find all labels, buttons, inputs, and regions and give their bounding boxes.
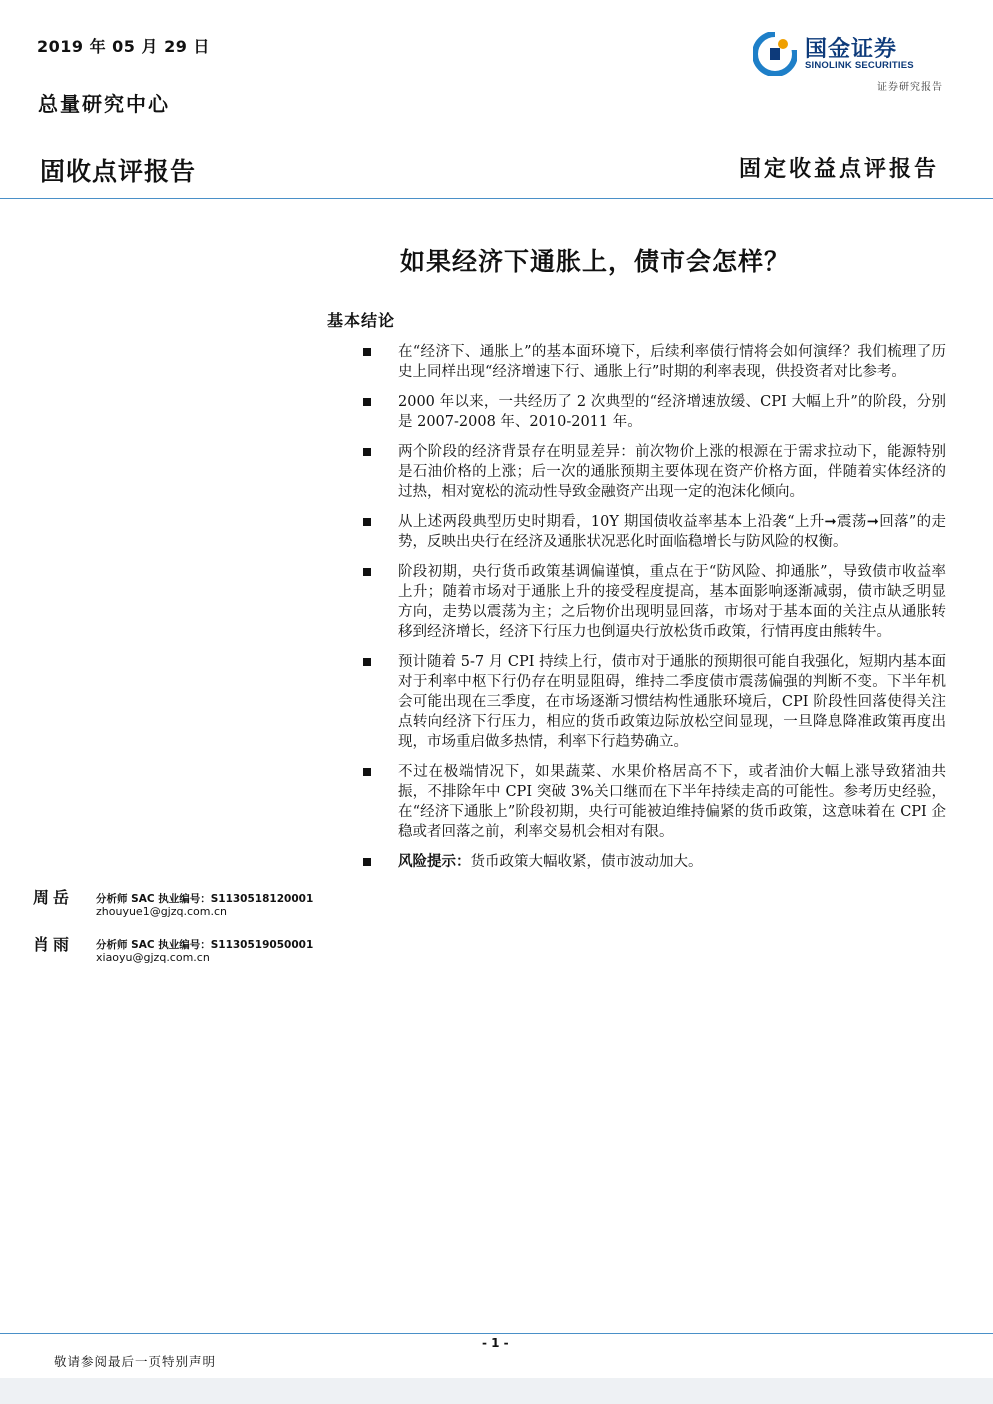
company-logo [753, 30, 943, 78]
list-item-text: 两个阶段的经济背景存在明显差异：前次物价上涨的根源在于需求拉动下，能源特别是石油价格的上涨；后一次的通胀预期主要体现在资产价格方面，伴随着实体经济的过热，相对宽松的流动性导致金融资产出现一定的泡沫化倾向。 [398, 444, 946, 500]
department-name: 总量研究中心 [38, 92, 170, 116]
list-item-text: 2000 年以来，一共经历了 2 次典型的“经济增速放缓、CPI 大幅上升”的阶段，分别是 2007-2008 年、2010-2011 年。 [398, 394, 946, 430]
bullet-square-icon [363, 858, 371, 866]
report-type-short: 固收点评报告 [40, 157, 197, 186]
risk-warning-item [358, 852, 946, 872]
analyst-name: 肖雨 [33, 935, 74, 954]
list-item-text: 在“经济下、通胀上”的基本面环境下，后续利率债行情将会如何演绎？我们梳理了历史上同样出现“经济增速下行、通胀上行”时期的利率表现，供投资者对比参考。 [398, 344, 946, 380]
disclaimer-note: 敬请参阅最后一页特别声明 [54, 1354, 217, 1369]
list-item [358, 652, 946, 752]
list-item-text: 不过在极端情况下，如果蔬菜、水果价格居高不下，或者油价大幅上涨导致猪油共振，不排除年中 CPI 突破 3%关口继而在下半年持续走高的可能性。参考历史经验，在“经济下通胀上”阶段初期，央行可能被迫维持偏紧的货币政策，这意味着在 CPI 企稳或者回落之前，利率交易机会相对有限。 [398, 764, 946, 840]
analyst-email[interactable]: zhouyue1@gjzq.com.cn [96, 905, 227, 918]
analyst-email[interactable]: xiaoyu@gjzq.com.cn [96, 951, 210, 964]
bullet-square-icon [363, 568, 371, 576]
list-item [358, 342, 946, 382]
analyst-cert: 分析师 SAC 执业编号：S1130518120001 [96, 893, 314, 905]
risk-warning-label: 风险提示： [398, 853, 471, 870]
conclusion-list [358, 342, 946, 882]
list-item [358, 392, 946, 432]
section-heading: 基本结论 [327, 311, 396, 330]
report-title: 如果经济下通胀上，债市会怎样？ [400, 247, 791, 276]
risk-warning-text: 货币政策大幅收紧，债市波动加大。 [470, 854, 703, 870]
footer-divider [0, 1333, 993, 1334]
bullet-square-icon [363, 658, 371, 666]
analyst-cert: 分析师 SAC 执业编号：S1130519050001 [96, 939, 314, 951]
list-item [358, 442, 946, 502]
logo-english-name: SINOLINK SECURITIES [805, 60, 914, 71]
list-item [358, 562, 946, 642]
list-item-text: 从上述两段典型历史时期看，10Y 期国债收益率基本上沿袭“上升➞震荡➞回落”的走势，反映出央行在经济及通胀状况恶化时面临稳增长与防风险的权衡。 [398, 514, 946, 550]
sinolink-logo-icon [753, 32, 797, 76]
bottom-band [0, 1378, 993, 1404]
logo-subtitle: 证券研究报告 [877, 82, 943, 93]
report-type-full: 固定收益点评报告 [738, 156, 939, 182]
logo-chinese-name: 国金证券 [805, 37, 898, 62]
report-date: 2019 年 05 月 29 日 [37, 37, 210, 56]
bullet-square-icon [363, 398, 371, 406]
list-item-text: 预计随着 5-7 月 CPI 持续上行，债市对于通胀的预期很可能自我强化，短期内基本面对于利率中枢下行仍存在明显阻碍，维持二季度债市震荡偏强的判断不变。下半年机会可能出现在三季度，在市场逐渐习惯结构性通胀环境后，CPI 阶段性回落使得关注点转向经济下行压力，相应的货币政策边际放松空间显现，一旦降息降准政策再度出现，市场重启做多热情，利率下行趋势确立。 [398, 654, 946, 750]
page-number: - 1 - [482, 1336, 509, 1350]
list-item [358, 762, 946, 842]
list-item [358, 512, 946, 552]
analyst-name: 周岳 [33, 888, 74, 907]
bullet-square-icon [363, 518, 371, 526]
bullet-square-icon [363, 768, 371, 776]
bullet-square-icon [363, 448, 371, 456]
header-divider [0, 198, 993, 199]
list-item-text: 阶段初期，央行货币政策基调偏谨慎，重点在于“防风险、抑通胀”，导致债市收益率上升；随着市场对于通胀上升的接受程度提高，基本面影响逐渐减弱，债市缺乏明显方向，走势以震荡为主；之后物价出现明显回落，市场对于基本面的关注点从通胀转移到经济增长，经济下行压力也倒逼央行放松货币政策，行情再度由熊转牛。 [398, 564, 946, 640]
bullet-square-icon [363, 348, 371, 356]
